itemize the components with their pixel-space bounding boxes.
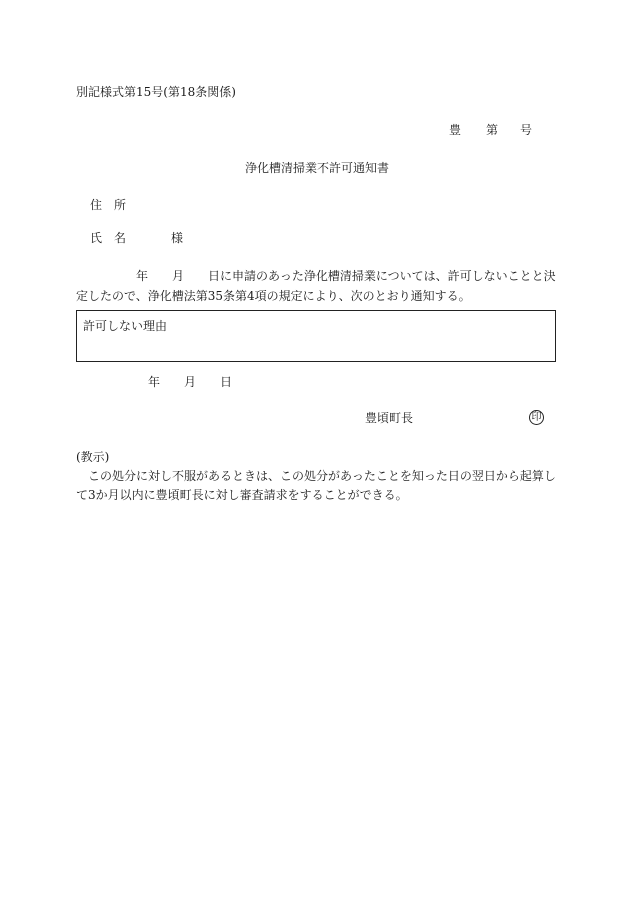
address-label: 住 所 (90, 198, 127, 212)
form-reference: 別記様式第15号(第18条関係) (76, 85, 236, 99)
honorific: 様 (171, 231, 184, 245)
doc-number-go: 号 (520, 123, 533, 137)
issue-date-month: 月 (184, 375, 197, 389)
seal-mark: 印 (529, 410, 544, 425)
issue-date-year: 年 (148, 375, 161, 389)
body-date-month: 月 (172, 269, 185, 283)
issuer-title: 豊頃町長 (365, 411, 414, 425)
reason-box (76, 310, 556, 362)
notice-heading: (教示) (76, 450, 110, 464)
body-line1: 日に申請のあった浄化槽清掃業については、許可しないことと決 (208, 269, 556, 283)
body-line2: 定したので、浄化槽法第35条第4項の規定により、次のとおり通知する。 (76, 289, 471, 303)
name-label: 氏 名 (90, 231, 127, 245)
doc-number-prefix: 豊 (449, 123, 462, 137)
document-title: 浄化槽清掃業不許可通知書 (245, 161, 390, 175)
issue-date-day: 日 (220, 375, 233, 389)
notice-line1: この処分に対し不服があるときは、この処分があったことを知った日の翌日から起算し (88, 469, 556, 483)
notice-line2: て3か月以内に豊頃町長に対し審査請求をすることができる。 (76, 488, 408, 502)
reason-label: 許可しない理由 (83, 319, 168, 333)
doc-number-dai: 第 (486, 123, 499, 137)
body-date-year: 年 (136, 269, 149, 283)
